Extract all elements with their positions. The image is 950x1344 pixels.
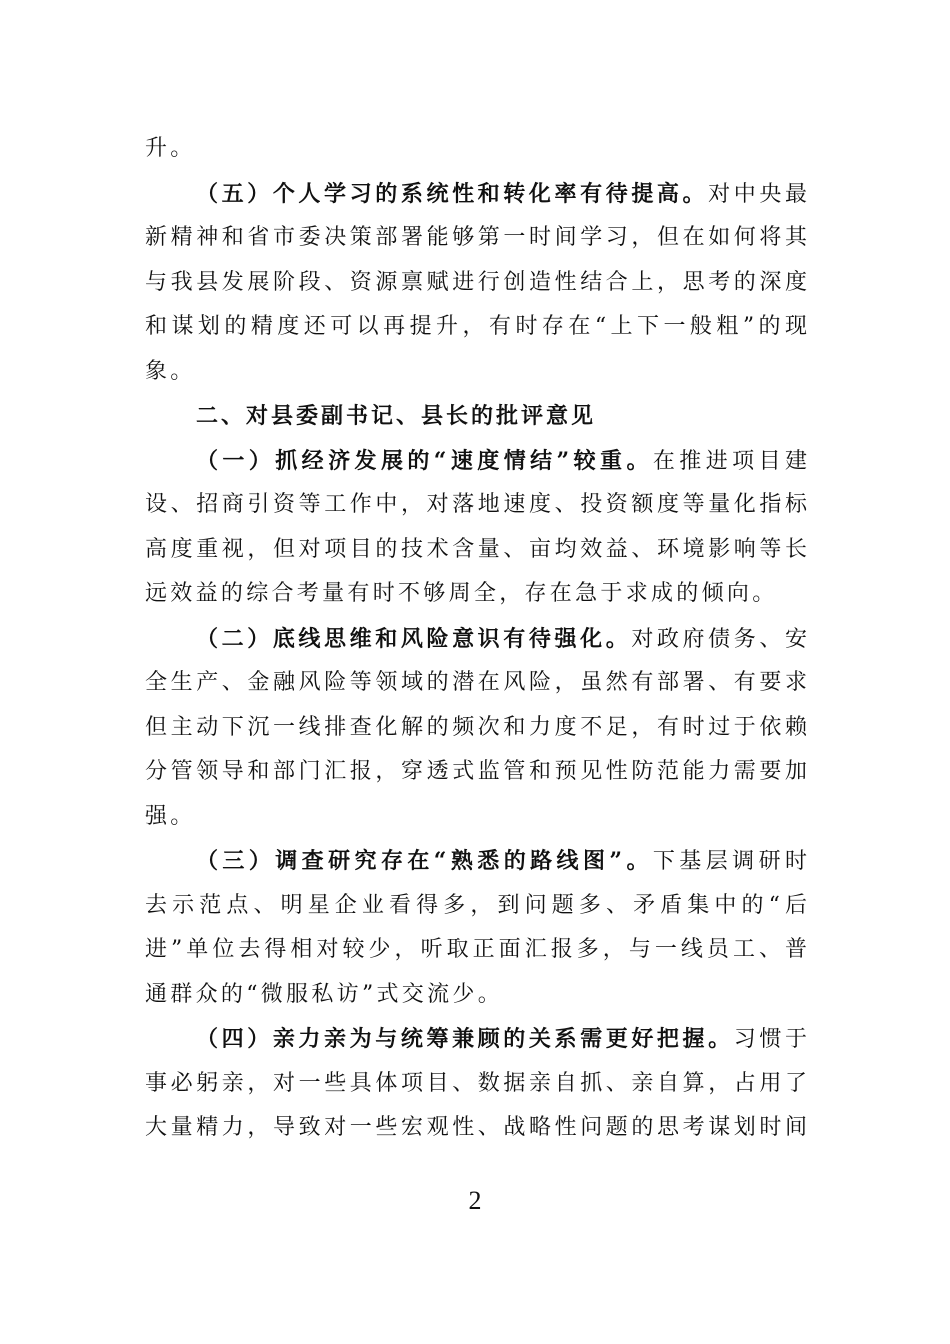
text-line xyxy=(145,617,807,662)
paragraph xyxy=(145,172,807,395)
text-line xyxy=(145,973,807,1018)
paragraph-text: 和谋划的精度还可以再提升，有时存在“上下一般粗”的现 xyxy=(145,314,807,339)
paragraph-text: 设、招商引资等工作中，对落地速度、投资额度等量化指标 xyxy=(145,492,807,517)
paragraph-text: 全生产、金融风险等领域的潜在风险，虽然有部署、有要求 xyxy=(145,670,807,695)
paragraph-text: 去示范点、明星企业看得多，到问题多、矛盾集中的“后 xyxy=(145,892,807,918)
text-line xyxy=(145,928,807,973)
paragraph-text: 进”单位去得相对较少，听取正面汇报多，与一线员工、普 xyxy=(145,937,807,962)
paragraph xyxy=(145,1017,807,1151)
paragraph-lead: （五）个人学习的系统性和转化率有待提高。 xyxy=(196,180,709,207)
paragraph-text: 升。 xyxy=(145,136,196,161)
text-line xyxy=(145,706,807,751)
paragraph-text: 习惯于 xyxy=(733,1027,807,1052)
paragraph-text: 新精神和省市委决策部署能够第一时间学习，但在如何将其 xyxy=(145,225,807,250)
page-number: 2 xyxy=(468,1186,482,1215)
paragraph-text: 对政府债务、安 xyxy=(631,626,807,652)
text-line xyxy=(145,172,807,217)
paragraph-lead: 二、对县委副书记、县长的批评意见 xyxy=(196,403,597,429)
paragraph-text: 下基层调研时 xyxy=(652,849,807,874)
text-line xyxy=(145,127,807,172)
paragraph-lead: （二）底线思维和风险意识有待强化。 xyxy=(196,625,632,652)
text-line xyxy=(145,216,807,261)
paragraph-text: 大量精力，导致对一些宏观性、战略性问题的思考谋划时间 xyxy=(145,1115,807,1140)
text-line xyxy=(145,528,807,573)
text-line xyxy=(145,350,807,395)
text-line xyxy=(145,261,807,306)
paragraph-text: 强。 xyxy=(145,803,196,829)
paragraph-text: 事必躬亲，对一些具体项目、数据亲自抓、亲自算，占用了 xyxy=(145,1070,807,1096)
paragraph-text: 对中央最 xyxy=(708,181,807,207)
paragraph-text: 与我县发展阶段、资源禀赋进行创造性结合上，思考的深度 xyxy=(145,269,807,295)
text-line xyxy=(145,439,807,484)
text-line xyxy=(145,884,807,929)
text-line xyxy=(145,795,807,840)
text-line xyxy=(145,839,807,884)
text-line xyxy=(145,394,807,439)
paragraph-lead: （一）抓经济发展的“速度情结”较重。 xyxy=(196,447,653,474)
paragraph xyxy=(145,839,807,1017)
paragraph-text: 但主动下沉一线排查化解的频次和力度不足，有时过于依赖 xyxy=(145,714,807,740)
text-line xyxy=(145,1017,807,1062)
text-line xyxy=(145,661,807,706)
paragraph xyxy=(145,617,807,840)
document-body xyxy=(145,127,807,1151)
paragraph-text: 象。 xyxy=(145,358,196,384)
paragraph xyxy=(145,127,807,172)
paragraph-lead: （三）调查研究存在“熟悉的路线图”。 xyxy=(196,848,653,874)
paragraph-text: 分管领导和部门汇报，穿透式监管和预见性防范能力需要加 xyxy=(145,759,807,784)
text-line xyxy=(145,1062,807,1107)
paragraph-text: 通群众的“微服私访”式交流少。 xyxy=(145,981,503,1007)
text-line xyxy=(145,572,807,617)
text-line xyxy=(145,1106,807,1151)
section-heading xyxy=(145,394,807,439)
paragraph-text: 高度重视，但对项目的技术含量、亩均效益、环境影响等长 xyxy=(145,536,807,562)
paragraph-text: 在推进项目建 xyxy=(652,448,807,474)
text-line xyxy=(145,750,807,795)
paragraph xyxy=(145,439,807,617)
paragraph-lead: （四）亲力亲为与统筹兼顾的关系需更好把握。 xyxy=(196,1026,734,1052)
paragraph-text: 远效益的综合考量有时不够周全，存在急于求成的倾向。 xyxy=(145,581,778,606)
text-line xyxy=(145,305,807,350)
text-line xyxy=(145,483,807,528)
